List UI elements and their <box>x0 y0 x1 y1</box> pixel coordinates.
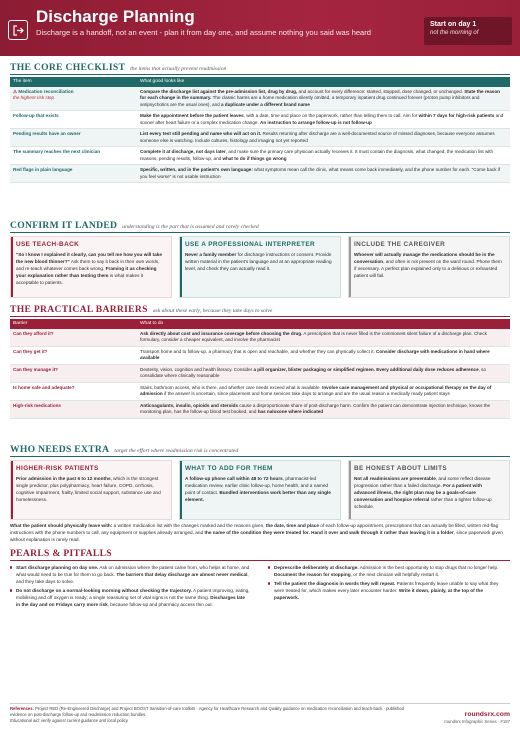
start-callout <box>424 17 512 45</box>
section-note: ask about these early, because they take days to solve <box>152 308 273 314</box>
header-banner <box>0 0 520 56</box>
pearls-left-list <box>10 564 250 610</box>
row-detail: Specific, written, and in the patient's own language: what symptoms mean call the clinic, what means come back immediately, and the phone number for each. "Come back if you feel worse" is not usable instruction <box>137 165 510 183</box>
divider <box>10 74 510 75</box>
series-label: roundsrx Infographic Series · #187 <box>444 719 510 724</box>
divider <box>10 560 510 561</box>
card-body: A follow-up phone call within 48 to 72 hours, pharmacist-led medication review, earlier clinic follow-up, home health, and a named point of contact. Bundled interventions work better than any single element. <box>185 476 331 502</box>
list-item: Tell the patient the diagnosis in words they will repeat. Patients frequently leave unable to say what they were treated for, which makes every later encounter harder. Write it down, plainly, at the top of the paperwork. <box>268 580 508 601</box>
table-row <box>10 147 510 165</box>
divider <box>10 316 510 317</box>
interpreter-card <box>179 236 341 298</box>
row-detail: Make the appointment before the patient leaves, with a date, time and place on the paperwork, rather than telling them to call. Aim for within 7 days for high-risk patients and sooner after heart failure or a complex medication change. An instruction to arrange follow-up is not follow-up <box>137 111 510 129</box>
column-header: Barrier <box>10 319 137 329</box>
start-callout-sub: not the morning of <box>430 30 479 36</box>
row-detail: Dexterity, vision, cognition and health literacy. Consider a pill organizer, blister packaging or simplified regimen. Every additional daily dose reduces adherence, so consolidate where clinically reasonable <box>137 364 510 382</box>
card-body: Prior admission in the past 6 to 12 months, which is the strongest single predictor, plus polypharmacy, heart failure, COPD, cirrhosis, cognitive impairment, frailty, limited social support, substance use and homelessness. <box>16 476 161 502</box>
section-title: CONFIRM IT LANDED <box>10 220 118 231</box>
summary-paragraph: What the patient should physically leave with: a written medication list with the changes marked and the reasons given, the date, time and place of each follow-up appointment, prescriptions that can actually be filled, written red-flag instructions with the phone numbers to call, any equipment or supplies already arranged, and the name of the condition they were treated for. Hand it over and walk through it rather than leaving it in a folder, since paperwork given without explanation is rarely read. <box>10 523 503 542</box>
card-body: Not all readmissions are preventable, and some reflect disease progression rather than a failed discharge. For a patient with advanced illness, the right plan may be a goals-of-care conversation and hospice referral rather than a tighter follow-up schedule. <box>354 476 492 509</box>
row-label: Follow-up that exists <box>10 111 137 129</box>
bullet-dot <box>268 566 270 568</box>
table-row <box>10 346 510 364</box>
core-checklist-table <box>10 77 510 183</box>
barriers-heading <box>10 304 272 315</box>
section-title: WHO NEEDS EXTRA <box>10 444 110 455</box>
card-accent <box>180 237 182 297</box>
card-accent <box>180 461 182 519</box>
references <box>10 706 410 725</box>
start-callout-title: Start on day 1 <box>430 21 477 28</box>
row-label: Can they manage it? <box>10 364 137 382</box>
card-title: BE HONEST ABOUT LIMITS <box>354 465 448 472</box>
divider <box>10 456 510 457</box>
row-label: Red flags in plain language <box>10 165 137 183</box>
caregiver-card <box>348 236 510 298</box>
disclaimer: Educational aid; verify against current guidance and local policy. <box>10 718 129 724</box>
row-detail: Anticoagulants, insulin, opioids and steroids cause a disproportionate share of post-discharge harm. Confirm the patient can demonstrate injection technique, knows the monitoring plan, has the follow-up blood test booked, and has naloxone where indicated <box>137 400 510 418</box>
table-row <box>10 400 510 418</box>
row-label: The summary reaches the next clinician <box>10 147 137 165</box>
row-detail: List every test still pending and name who will act on it. Results returning after discharge are a well-documented source of missed diagnoses, because everyone assumes someone else is watching. Include cultures, histology and imaging not yet reported <box>137 129 510 147</box>
card-title: WHAT TO ADD FOR THEM <box>185 465 273 472</box>
row-detail: Complete it at discharge, not days later, and make sure the primary care physician actually receives it. It must contain the diagnosis, what changed, the medication list with reasons, pending results, follow-up, and what to do if things go wrong <box>137 147 510 165</box>
row-label: Can they get it? <box>10 346 137 364</box>
column-header: The item <box>10 77 137 87</box>
table-row <box>10 329 510 347</box>
bullet-dot <box>268 582 270 584</box>
site-link[interactable]: roundsrx.com <box>464 711 510 718</box>
references-label: References: <box>10 706 34 711</box>
card-title: USE TEACH-BACK <box>16 241 80 248</box>
card-body: Never a family member for discharge instructions or consent. Provide written material in the patient's language and at an appropriate reading level, and check they can actually read it. <box>185 252 332 271</box>
table-row <box>10 87 510 111</box>
row-detail: Ask directly about cost and insurance coverage before choosing the drug. A prescription that is never filled is the commonest silent failure of a discharge plan. Check formulary, consider a cheaper equivalent, and involve the pharmacist <box>137 329 510 347</box>
extra-heading <box>10 444 238 455</box>
higher-risk-card <box>10 460 172 520</box>
page-title: Discharge Planning <box>36 7 195 26</box>
table-row <box>10 129 510 147</box>
row-detail: Compare the discharge list against the pre-admission list, drug by drug, and account for every difference: started, stopped, dose changed, or unchanged. State the reason for each change in the summary. The classic harms are a home medication silently omitted, a temporary inpatient drug continued forever (proton pump inhibitors and antipsychotics are the usual ones), and a duplicate under a different brand name <box>137 87 510 111</box>
table-row <box>10 364 510 382</box>
warning-icon: ⚠ <box>13 88 18 94</box>
row-label: Is home safe and adequate? <box>10 382 137 400</box>
row-label: Pending results have an owner <box>10 129 137 147</box>
list-item: Do not discharge on a normal-looking morning without checking the trajectory. A patient improving, eating, mobilising and off oxygen is ready; a single reassuring set of vital signs is not the same thing. Discharges late in the day and on Fridays carry more risk, because follow-up and pharmacy access thin out. <box>10 587 250 608</box>
core-checklist-heading <box>10 62 226 73</box>
barriers-table <box>10 319 510 419</box>
row-detail: Stairs, bathroom access, who is there, and whether care needs exceed what is available. Involve case management and physical or occupational therapy on the day of admission if the answer is uncertain, since placement and home services take days to arrange and are the usual reason a medically ready patient stays <box>137 382 510 400</box>
card-accent <box>11 237 13 297</box>
footer-divider <box>10 703 510 704</box>
card-title: HIGHER-RISK PATIENTS <box>16 465 99 472</box>
table-header <box>10 319 510 329</box>
row-label: High-risk medications <box>10 400 137 418</box>
card-accent <box>349 461 351 519</box>
pearls-right-list <box>268 564 508 603</box>
teach-back-card <box>10 236 172 298</box>
section-note: the items that actually prevent readmission <box>130 66 227 72</box>
row-label: Can they afford it? <box>10 329 137 347</box>
column-header: What to do <box>137 319 510 329</box>
exit-door-icon <box>8 20 28 40</box>
table-row <box>10 111 510 129</box>
page-subtitle: Discharge is a handoff, not an event - plan it from day one, and assume nothing you said was heard <box>36 28 372 37</box>
pearls-heading <box>10 548 112 559</box>
card-body: "So I know I explained it clearly, can you tell me how you will take the new blood thinner?" Ask them to say it back in their own words, and re-teach whatever comes back wrong. Framing it as checking your explanation rather than testing them is what makes it acceptable to patients. <box>16 252 162 285</box>
what-to-add-card <box>179 460 341 520</box>
table-header <box>10 77 510 87</box>
limits-card <box>348 460 510 520</box>
bullet-dot <box>10 566 12 568</box>
card-title: INCLUDE THE CAREGIVER <box>354 241 446 248</box>
divider <box>10 232 510 233</box>
section-title: PEARLS & PITFALLS <box>10 548 112 559</box>
section-note: understanding is the part that is assumed and rarely checked <box>122 224 259 230</box>
confirm-heading <box>10 220 259 231</box>
card-body: Whoever will actually manage the medications should be in the conversation, and often is not present on the ward round. Phone them if necessary. A perfect plan explained only to a delirious or exhausted patient will fail. <box>354 252 502 278</box>
row-label: ⚠ Medication reconciliation the highest-risk step <box>10 87 137 111</box>
table-row <box>10 382 510 400</box>
card-accent <box>349 237 351 297</box>
list-item: Start discharge planning on day one. Ask on admission where the patient came from, who helps at home, and what would need to be true for them to go back. The barriers that delay discharge are almost never medical, and they take days to solve. <box>10 564 250 585</box>
card-accent <box>11 461 13 519</box>
section-title: THE PRACTICAL BARRIERS <box>10 304 148 315</box>
references-text: Project RED (Re-Engineered Discharge) and Project BOOST transition-of-care toolkits · Agency for Healthcare Research and Quality guidance on medication reconciliation and teach-back · published evidence on post-discharge follow-up and readmission reduction bundles. <box>10 706 404 718</box>
list-item: Deprescribe deliberately at discharge. Admission is the best opportunity to stop drugs that no longer help. Document the reason for stopping, or the next clinician will helpfully restart it. <box>268 564 508 578</box>
card-title: USE A PROFESSIONAL INTERPRETER <box>185 241 316 248</box>
row-detail: Transport home and to follow-up, a pharmacy that is open and reachable, and whether they can physically collect it. Consider discharge with medications in hand where available <box>137 346 510 364</box>
column-header: What good looks like <box>137 77 510 87</box>
bullet-dot <box>10 589 12 591</box>
section-note: target the effort where readmission risk is concentrated <box>114 448 239 454</box>
table-row <box>10 165 510 183</box>
section-title: THE CORE CHECKLIST <box>10 62 126 73</box>
